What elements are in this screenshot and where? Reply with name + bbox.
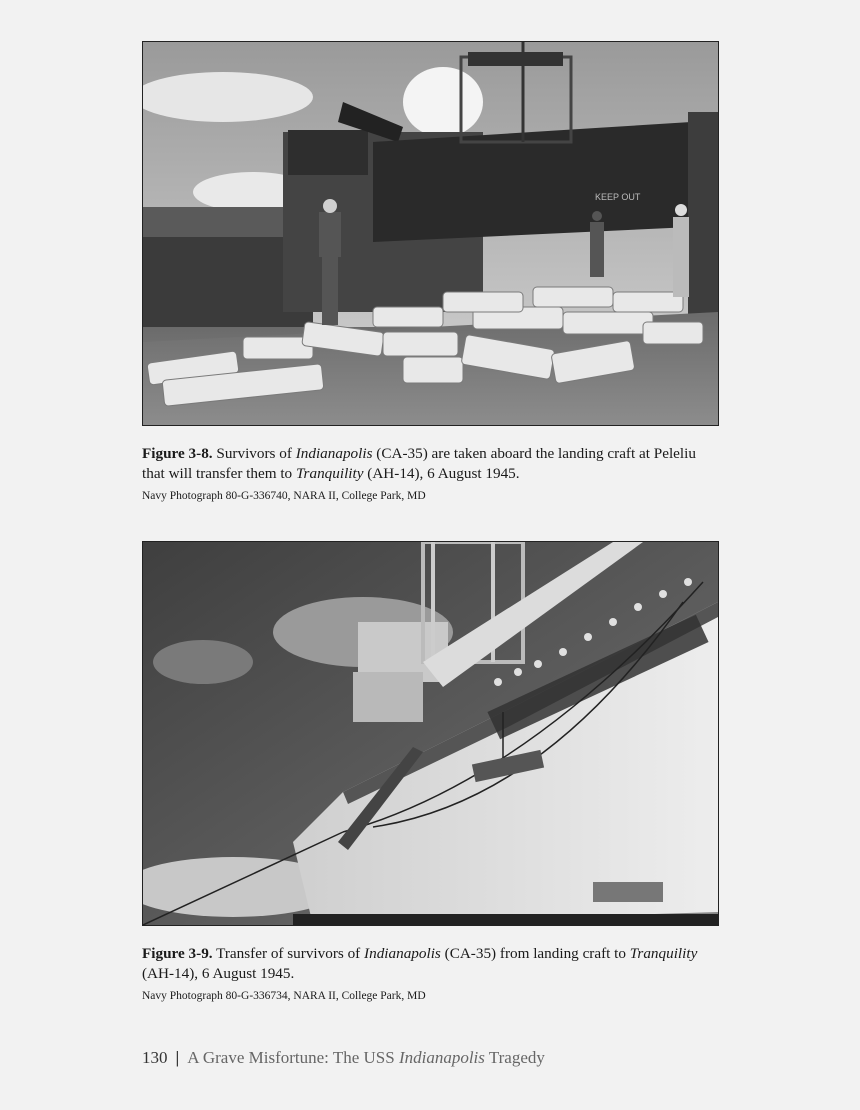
running-title: A Grave Misfortune: The USS (187, 1048, 399, 1067)
ship-name: Tranquility (295, 465, 364, 482)
ship-name: Indianapolis (364, 945, 441, 962)
figure-3-9-caption (142, 944, 717, 984)
running-title-ship: Indianapolis (398, 1048, 485, 1067)
page-footer (142, 1048, 545, 1068)
caption-text: Transfer of survivors of (212, 945, 365, 962)
figure-3-8-credit: Navy Photograph 80-G-336740, NARA II, College Park, MD (142, 490, 426, 502)
caption-text: (AH-14), 6 August 1945. (142, 965, 295, 982)
caption-text: (AH-14), 6 August 1945. (363, 465, 520, 482)
ship-name: Indianapolis (295, 445, 373, 462)
caption-text: (CA-35) from landing craft to (440, 945, 630, 962)
footer-separator: | (175, 1048, 180, 1067)
figure-3-9-label: Figure 3-9. (142, 945, 213, 962)
running-title-end: Tragedy (484, 1048, 545, 1067)
caption-text: Survivors of (212, 445, 296, 462)
figure-3-9-credit: Navy Photograph 80-G-336734, NARA II, College Park, MD (142, 990, 426, 1002)
figure-3-8-label: Figure 3-8. (142, 445, 213, 462)
page-number: 130 (142, 1048, 168, 1067)
ship-name: Tranquility (629, 945, 698, 962)
figure-3-9-photo (142, 541, 719, 926)
keep-out-sign: KEEP OUT (595, 192, 641, 202)
figure-3-8-caption (142, 444, 717, 484)
figure-3-8-photo (142, 41, 719, 426)
caption-text: (CA-35) are taken aboard the landing craft at Peleliu that will transfer them to (142, 445, 696, 482)
